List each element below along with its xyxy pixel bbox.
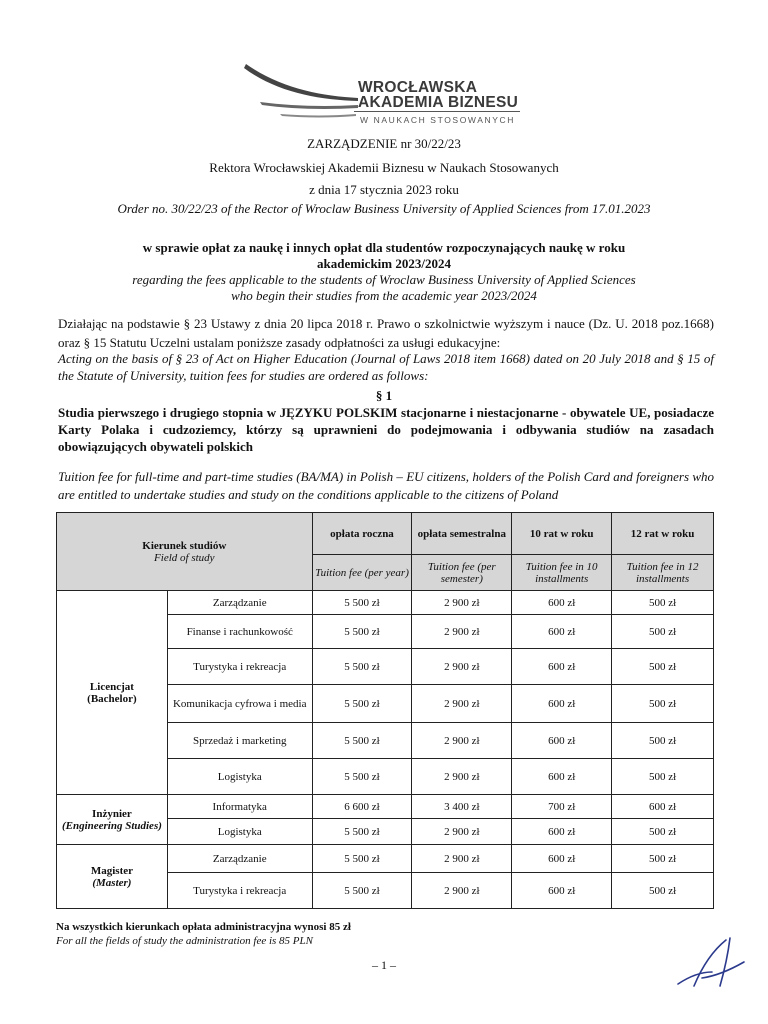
fee-year: 5 500 zł [312,845,412,873]
table-row [57,795,714,819]
fee-semester: 2 900 zł [412,845,512,873]
fee-12-installments: 500 zł [612,873,714,909]
fee-12-installments: 500 zł [612,615,714,649]
fee-10-installments: 600 zł [512,649,612,685]
header-twelve-en: Tuition fee in 12 installments [612,555,714,591]
fee-semester: 2 900 zł [412,759,512,795]
fee-10-installments: 700 zł [512,795,612,819]
fee-12-installments: 500 zł [612,845,714,873]
fee-semester: 2 900 zł [412,873,512,909]
logo-text-line1: WROCŁAWSKA [358,79,478,96]
admin-fee-en: For all the fields of study the administration fee is 85 PLN [56,935,313,947]
header-field-en: Field of study [154,551,215,564]
degree-en: (Engineering Studies) [61,819,162,832]
fee-12-installments: 500 zł [612,591,714,615]
section-number: § 1 [375,388,393,403]
fee-10-installments: 600 zł [512,723,612,759]
logo-swoosh-icon [240,58,360,128]
header-twelve-pl: 12 rat w roku [612,513,714,555]
header-field-pl: Kierunek studiów [142,539,227,552]
subject-pl-line1: w sprawie opłat za naukę i innych opłat dla studentów rozpoczynających naukę w roku [142,240,626,255]
fee-semester: 3 400 zł [412,795,512,819]
header-yearly-en: Tuition fee (per year) [312,555,412,591]
table-row [57,845,714,873]
fee-semester: 2 900 zł [412,685,512,723]
logo-divider [354,111,520,112]
fee-10-installments: 600 zł [512,591,612,615]
field-cell: Sprzedaż i marketing [167,723,312,759]
legal-basis-en: Acting on the basis of § 23 of Act on Higher Education (Journal of Laws 2018 item 1668) dated on 20 July 2018 and § 15 of the Statute of University, tuition fees for studies are ordered as follows: [58,351,714,383]
admin-fee-pl: Na wszystkich kierunkach opłata administracyjna wynosi 85 zł [56,921,351,933]
degree-cell-engineering [57,795,168,845]
degree-cell-master [57,845,168,909]
fee-semester: 2 900 zł [412,649,512,685]
fee-semester: 2 900 zł [412,723,512,759]
fee-year: 5 500 zł [312,685,412,723]
header-yearly-pl: opłata roczna [312,513,412,555]
fee-10-installments: 600 zł [512,873,612,909]
field-cell: Komunikacja cyfrowa i media [167,685,312,723]
degree-pl: Inżynier [92,807,132,820]
degree-en: (Master) [92,876,132,889]
fee-10-installments: 600 zł [512,819,612,845]
table-header-row [57,513,714,555]
logo-text-line3: W NAUKACH STOSOWANYCH [360,115,515,125]
field-cell: Informatyka [167,795,312,819]
order-title: ZARZĄDZENIE nr 30/22/23 [307,136,461,151]
fee-semester: 2 900 zł [412,615,512,649]
header-field-of-study [57,513,313,591]
degree-en: (Bachelor) [87,692,137,705]
field-cell: Turystyka i rekreacja [167,649,312,685]
fee-10-installments: 600 zł [512,759,612,795]
handwritten-signature-icon [672,932,752,997]
tuition-fee-table [56,512,714,910]
order-title-en: Order no. 30/22/23 of the Rector of Wroclaw Business University of Applied Sciences from 17.01.2023 [117,201,651,216]
header-semester-pl: opłata semestralna [412,513,512,555]
header-ten-en: Tuition fee in 10 installments [512,555,612,591]
fee-table [56,512,714,909]
field-cell: Logistyka [167,819,312,845]
field-cell: Zarządzanie [167,591,312,615]
table-row [57,591,714,615]
logo-text-line2: AKADEMIA BIZNESU [358,94,519,111]
field-cell: Finanse i rachunkowość [167,615,312,649]
fee-year: 5 500 zł [312,591,412,615]
fee-12-installments: 500 zł [612,649,714,685]
fee-year: 5 500 zł [312,649,412,685]
header-semester-en: Tuition fee (per semester) [412,555,512,591]
subject-pl-line2: akademickim 2023/2024 [317,256,451,271]
fee-12-installments: 500 zł [612,685,714,723]
fee-10-installments: 600 zł [512,845,612,873]
section-heading-pl: Studia pierwszego i drugiego stopnia w JĘZYKU POLSKIM stacjonarne i niestacjonarne - obywatele UE, posiadacze Karty Polaka i cudzoziemcy, którzy są uprawnieni do podejmowania i odbywania studiów na zasadach obowiązujących obywateli polskich [58,405,714,454]
degree-pl: Licencjat [89,680,134,693]
fee-year: 5 500 zł [312,723,412,759]
fee-year: 5 500 zł [312,759,412,795]
fee-semester: 2 900 zł [412,819,512,845]
subject-en-line1: regarding the fees applicable to the students of Wroclaw Business University of Applied Sciences [132,272,636,287]
fee-year: 5 500 zł [312,615,412,649]
fee-10-installments: 600 zł [512,615,612,649]
header-ten-pl: 10 rat w roku [512,513,612,555]
subject-en-line2: who begin their studies from the academic year 2023/2024 [231,288,537,303]
degree-cell-bachelor [57,591,168,795]
fee-year: 5 500 zł [312,873,412,909]
field-cell: Turystyka i rekreacja [167,873,312,909]
university-logo [240,58,540,128]
field-cell: Zarządzanie [167,845,312,873]
fee-12-installments: 500 zł [612,723,714,759]
fee-12-installments: 600 zł [612,795,714,819]
fee-10-installments: 600 zł [512,685,612,723]
page-number: – 1 – [372,958,396,972]
section-heading-en: Tuition fee for full-time and part-time studies (BA/MA) in Polish – EU citizens, holders of the Polish Card and foreigners who are entitled to undertake studies and study on the conditions applicable to the citizens of Poland [58,469,714,502]
fee-12-installments: 500 zł [612,759,714,795]
fee-year: 6 600 zł [312,795,412,819]
degree-pl: Magister [90,864,133,877]
order-date: z dnia 17 stycznia 2023 roku [309,182,459,197]
order-issuer: Rektora Wrocławskiej Akademii Biznesu w Naukach Stosowanych [209,160,559,175]
field-cell: Logistyka [167,759,312,795]
fee-semester: 2 900 zł [412,591,512,615]
legal-basis-pl: Działając na podstawie § 23 Ustawy z dnia 20 lipca 2018 r. Prawo o szkolnictwie wyższym i nauce (Dz. U. 2018 poz.1668) oraz § 15 Statutu Uczelni ustalam poniższe zasady odpłatności za usługi edukacyjne: [58,316,714,350]
fee-12-installments: 500 zł [612,819,714,845]
fee-year: 5 500 zł [312,819,412,845]
